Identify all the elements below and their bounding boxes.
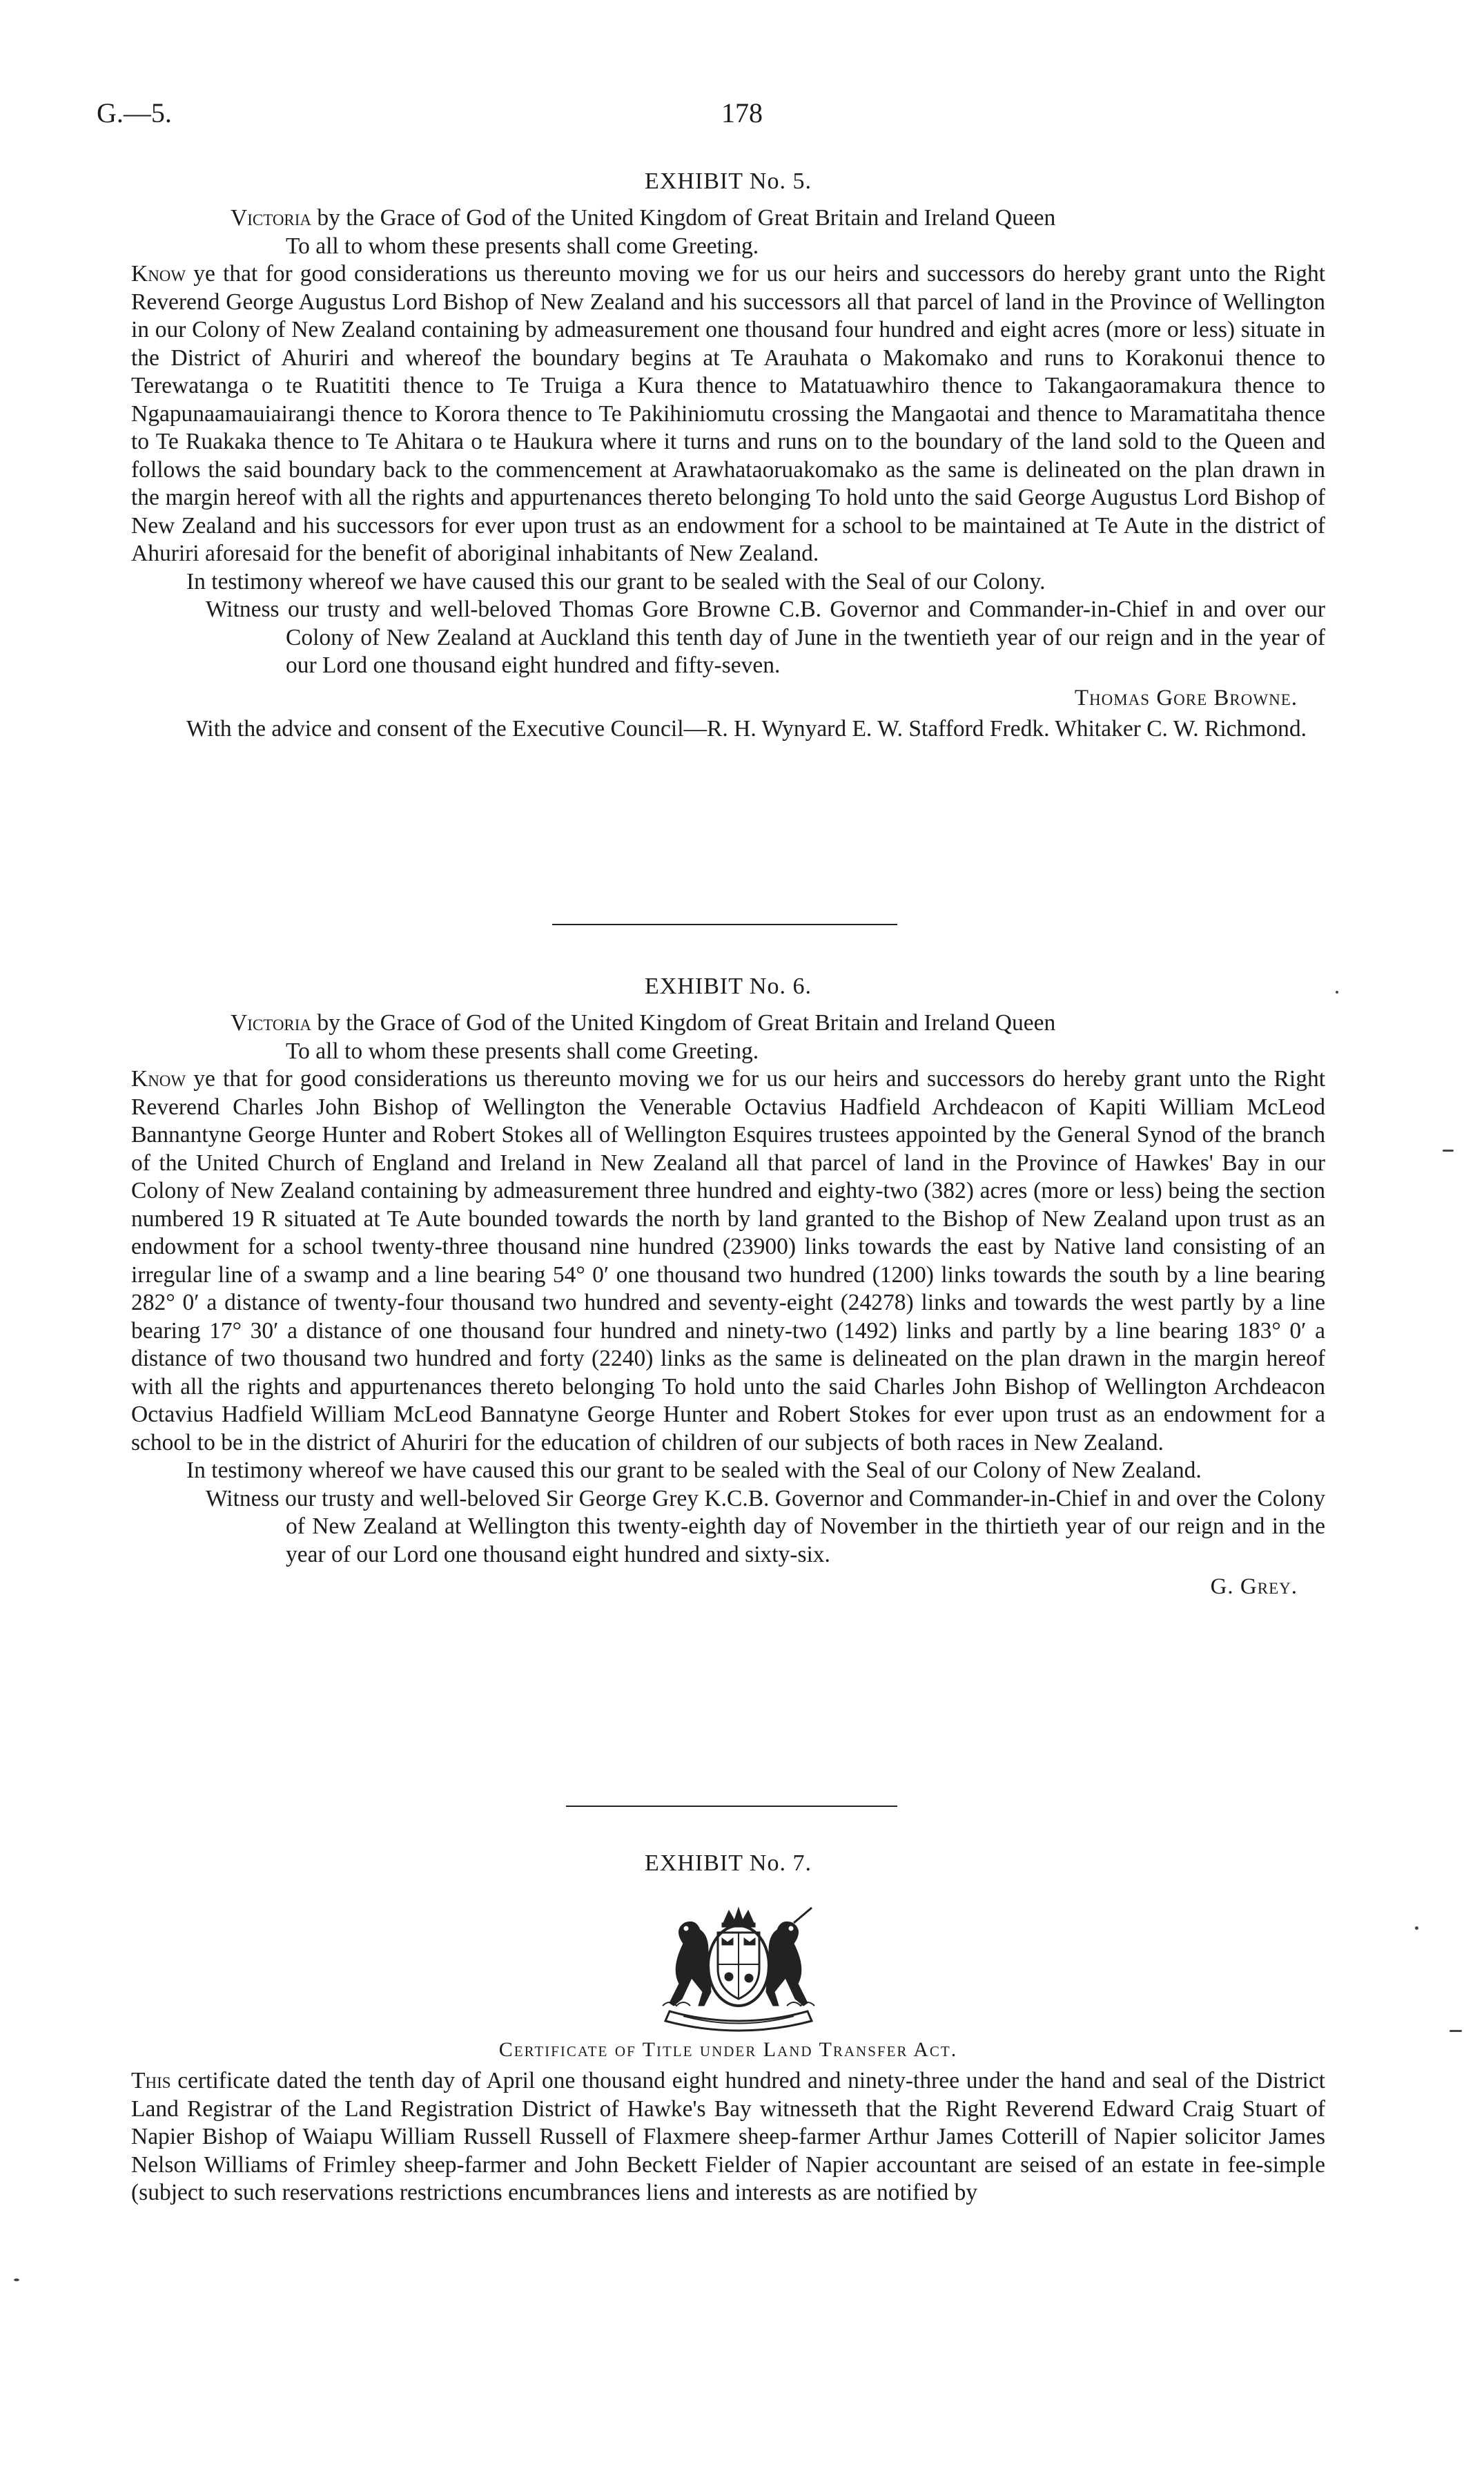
greeting-text: To all to whom these presents shall come Greeting.: [286, 233, 759, 259]
series-label: G.—5.: [97, 97, 172, 128]
grant-body: ye that for good considerations us thereunto moving we for us our heirs and successors do hereby grant unto the Right Reverend Charles John Bishop of Wellington the Venerable Octavius Hadfield Archdeacon of Kapiti William McLeod Bannantyne George Hunter and Robert Stokes all of Wellington Esquires trustees appointed by the General Synod of the branch of the United Church of England and Ireland in New Zealand all that parcel of land in the Province of Hawkes' Bay in our Colony of New Zealand containing by admeasurement three hundred and eighty-two (382) acres (more or less) being the section numbered 19 R situated at Te Aute bounded towards the north by land granted to the Bishop of New Zealand upon trust as an endowment for a school twenty-three thousand nine hundred (23900) links towards the east by Native land consisting of an irregular line of a swamp and a line bearing 54° 0′ one thousand two hundred (1200) links towards the south by a line bearing 282° 0′ a distance of twenty-four thousand two hundred and seventy-eight (24278) links and towards the west partly by a line bearing 17° 30′ a distance of one thousand four hundred and ninety-two (1492) links and partly by a line bearing 183° 0′ a distance of two thousand two hundred and forty (2240) links as the same is delineated on the plan drawn in the margin hereof with all the rights and appurtenances thereto belonging To hold unto the said Charles John Bishop of Wellington Archdeacon Octavius Hadfield William McLeod Bannatyne George Hunter and Robert Stokes for ever upon trust as an endowment for a school to be in the district of Ahuriri for the education of children of our subjects of both races in New Zealand.: [131, 1066, 1325, 1455]
royal-coat-of-arms-icon: [607, 1902, 870, 2033]
scan-speck: [1449, 2030, 1462, 2032]
exhibit-5-signature: Thomas Gore Browne.: [1074, 685, 1298, 710]
exhibit-5-title: EXHIBIT No. 5.: [645, 168, 812, 194]
scan-speck: [14, 2278, 19, 2281]
certificate-body: [131, 2067, 1325, 2207]
exhibit-5-opening: [131, 204, 1325, 260]
opening-text: by the Grace of God of the United Kingdom of Great Britain and Ireland Queen: [311, 1010, 1056, 1036]
exhibit-6: [131, 974, 1325, 1604]
coat-of-arms-graphic: [607, 1902, 870, 2033]
exhibit-7-title: EXHIBIT No. 7.: [645, 1850, 812, 1876]
exhibit-6-title: EXHIBIT No. 6.: [645, 974, 812, 999]
exhibit-7-heading: [131, 1850, 1325, 1886]
exhibit-6-body: [131, 1065, 1325, 1457]
exhibit-6-testimony: In testimony whereof we have caused this our grant to be sealed with the Seal of our Colony of New Zealand.: [186, 1458, 1202, 1483]
exhibit-5-body: [131, 260, 1325, 568]
exhibit-6-signature: G. Grey.: [1210, 1574, 1298, 1599]
exhibit-6-witness: Witness our trusty and well-beloved Sir George Grey K.C.B. Governor and Commander-in-Chief in and over the Colony of New Zealand at Wellington this twenty-eighth day of November in the thirtieth year of our reign and in the year of our Lord one thousand eight hundred and sixty-six.: [206, 1485, 1325, 1567]
opening-text: by the Grace of God of the United Kingdom of Great Britain and Ireland Queen: [311, 205, 1056, 231]
exhibit-7: [131, 2038, 1325, 2207]
section-divider: [552, 924, 897, 925]
scan-speck: [1443, 1150, 1454, 1152]
know-word: Know: [131, 1066, 186, 1092]
grantor-name: Victoria: [231, 205, 312, 231]
scan-speck: [1415, 1926, 1418, 1930]
this-word: This: [131, 2068, 171, 2093]
grant-body: ye that for good considerations us thereunto moving we for us our heirs and successors do hereby grant unto the Right Reverend George Augustus Lord Bishop of New Zealand and his successors all that parcel of land in the Province of Wellington in our Colony of New Zealand containing by admeasurement one thousand four hundred and eight acres (more or less) situate in the District of Ahuriri and whereof the boundary begins at Te Arauhata o Makomako and runs to Korakonui thence to Terewatanga o te Ruatititi thence to Te Truiga a Kura thence to Matatuawhiro thence to Takangaoramakura thence to Ngapunaamauiairangi thence to Korora thence to Te Pakihiniomutu crossing the Mangaotai and thence to Maramatitaha thence to Te Ruakaka thence to Te Ahitara o te Haukura where it turns and runs on to the boundary of the land sold to the Queen and follows the said boundary back to the commencement at Arawhataoruakomako as the same is delineated on the plan drawn in the margin hereof with all the rights and appurtenances thereto belonging To hold unto the said George Augustus Lord Bishop of New Zealand and his successors for ever upon trust as an endowment for a school to be maintained at Te Aute in the district of Ahuriri aforesaid for the benefit of aboriginal inhabitants of New Zealand.: [131, 261, 1325, 566]
exhibit-6-opening: [131, 1009, 1325, 1065]
greeting-text: To all to whom these presents shall come Greeting.: [286, 1038, 759, 1064]
certificate-text: certificate dated the tenth day of April one thousand eight hundred and ninety-three under the hand and seal of the District Land Registrar of the Land Registration District of Hawke's Bay witnesseth that the Right Reverend Edward Craig Stuart of Napier Bishop of Waiapu William Russell Russell of Flaxmere sheep-farmer Arthur James Cotterill of Napier solicitor James Nelson Williams of Frimley sheep-farmer and John Beckett Fielder of Napier accountant are seised of an estate in fee-simple (subject to such reservations restrictions encumbrances liens and interests as are notified by: [131, 2068, 1325, 2205]
exhibit-5-council: With the advice and consent of the Executive Council—R. H. Wynyard E. W. Stafford Fredk. Whitaker C. W. Richmond.: [186, 715, 1307, 742]
exhibit-5-witness: Witness our trusty and well-beloved Thomas Gore Browne C.B. Governor and Commander-in-Chief in and over our Colony of New Zealand at Auckland this tenth day of June in the twentieth year of our reign and in the year of our Lord one thousand eight hundred and fifty-seven.: [206, 597, 1325, 678]
scan-speck: [1336, 991, 1338, 994]
exhibit-5-testimony: In testimony whereof we have caused this our grant to be sealed with the Seal of our Colony.: [186, 568, 1046, 594]
section-divider: [566, 1806, 897, 1807]
grantor-name: Victoria: [231, 1010, 312, 1036]
certificate-title: Certificate of Title under Land Transfer Act.: [498, 2038, 958, 2061]
know-word: Know: [131, 261, 186, 287]
page-number: 178: [721, 97, 763, 128]
exhibit-5: [131, 168, 1325, 743]
